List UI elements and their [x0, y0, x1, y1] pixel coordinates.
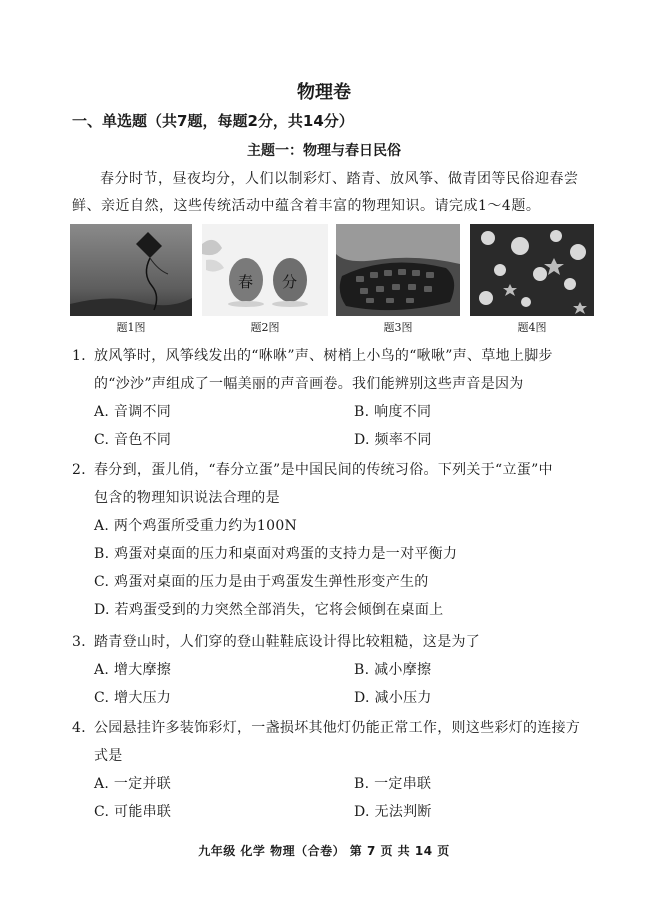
lanterns-photo-icon — [470, 224, 594, 316]
option-c[interactable]: C. 鸡蛋对桌面的压力是由于鸡蛋发生弹性形变产生的 — [94, 574, 429, 590]
question-stem: 春分到，蛋儿俏，“春分立蛋”是中国民间的传统习俗。下列关于“立蛋”中 — [94, 462, 553, 478]
option-a[interactable]: A. 一定并联 — [94, 776, 172, 792]
figure-4-caption: 题4图 — [517, 321, 547, 334]
eggs-photo-icon — [202, 224, 328, 316]
question-stem-cont: 式是 — [94, 748, 123, 764]
question-stem-cont: 包含的物理知识说法合理的是 — [94, 490, 280, 506]
option-c[interactable]: C. 可能串联 — [94, 804, 172, 820]
option-d[interactable]: D. 若鸡蛋受到的力突然全部消失，它将会倾倒在桌面上 — [94, 602, 444, 618]
option-d[interactable]: D. 频率不同 — [354, 432, 432, 448]
question-number: 2． — [72, 462, 96, 478]
figure-4 — [470, 224, 594, 335]
figure-3-caption: 题3图 — [383, 321, 413, 334]
question-stem: 踏青登山时，人们穿的登山鞋鞋底设计得比较粗糙，这是为了 — [94, 634, 481, 650]
question-3 — [72, 628, 596, 712]
option-a[interactable]: A. 两个鸡蛋所受重力约为100N — [94, 518, 298, 534]
option-b[interactable]: B. 一定串联 — [354, 776, 432, 792]
option-a[interactable]: A. 音调不同 — [94, 404, 172, 420]
page-title: 物理卷 — [297, 82, 351, 103]
kite-photo-icon — [70, 224, 192, 316]
question-number: 1． — [72, 348, 96, 364]
question-stem: 公园悬挂许多装饰彩灯，一盏损坏其他灯仍能正常工作，则这些彩灯的连接方 — [94, 720, 581, 736]
option-a[interactable]: A. 增大摩擦 — [94, 662, 172, 678]
question-4 — [72, 714, 596, 826]
figure-1-caption: 题1图 — [116, 321, 146, 334]
question-stem: 放风筝时，风筝线发出的“咻咻”声、树梢上小鸟的“啾啾”声、草地上脚步 — [94, 348, 553, 364]
question-2 — [72, 456, 596, 624]
page-footer: 九年级 化学 物理（合卷） 第 7 页 共 14 页 — [198, 844, 450, 858]
egg-right-text: 分 — [282, 273, 298, 291]
figure-2-caption: 题2图 — [250, 321, 280, 334]
option-c[interactable]: C. 增大压力 — [94, 690, 172, 706]
figure-strip — [68, 224, 596, 334]
question-1 — [72, 342, 596, 454]
option-c[interactable]: C. 音色不同 — [94, 432, 172, 448]
option-b[interactable]: B. 减小摩擦 — [354, 662, 432, 678]
figure-1 — [70, 224, 192, 335]
option-b[interactable]: B. 鸡蛋对桌面的压力和桌面对鸡蛋的支持力是一对平衡力 — [94, 546, 458, 562]
boot-sole-photo-icon — [336, 224, 460, 316]
egg-left-text: 春 — [238, 273, 254, 291]
figure-3 — [336, 224, 460, 335]
option-d[interactable]: D. 减小压力 — [354, 690, 432, 706]
question-number: 4． — [72, 720, 96, 736]
section-heading: 一、单选题（共7题，每题2分，共14分） — [72, 112, 354, 130]
option-b[interactable]: B. 响度不同 — [354, 404, 432, 420]
theme-heading: 主题一：物理与春日民俗 — [247, 143, 401, 159]
intro-paragraph: 春分时节，昼夜均分，人们以制彩灯、踏青、放风筝、做青团等民俗迎春尝鲜、亲近自然，这些传统活动中蕴含着丰富的物理知识。请完成1～4题。 — [72, 171, 579, 214]
question-stem-cont: 的“沙沙”声组成了一幅美丽的声音画卷。我们能辨别这些声音是因为 — [94, 376, 524, 392]
option-d[interactable]: D. 无法判断 — [354, 804, 432, 820]
figure-2 — [202, 224, 328, 335]
question-number: 3． — [72, 634, 96, 650]
